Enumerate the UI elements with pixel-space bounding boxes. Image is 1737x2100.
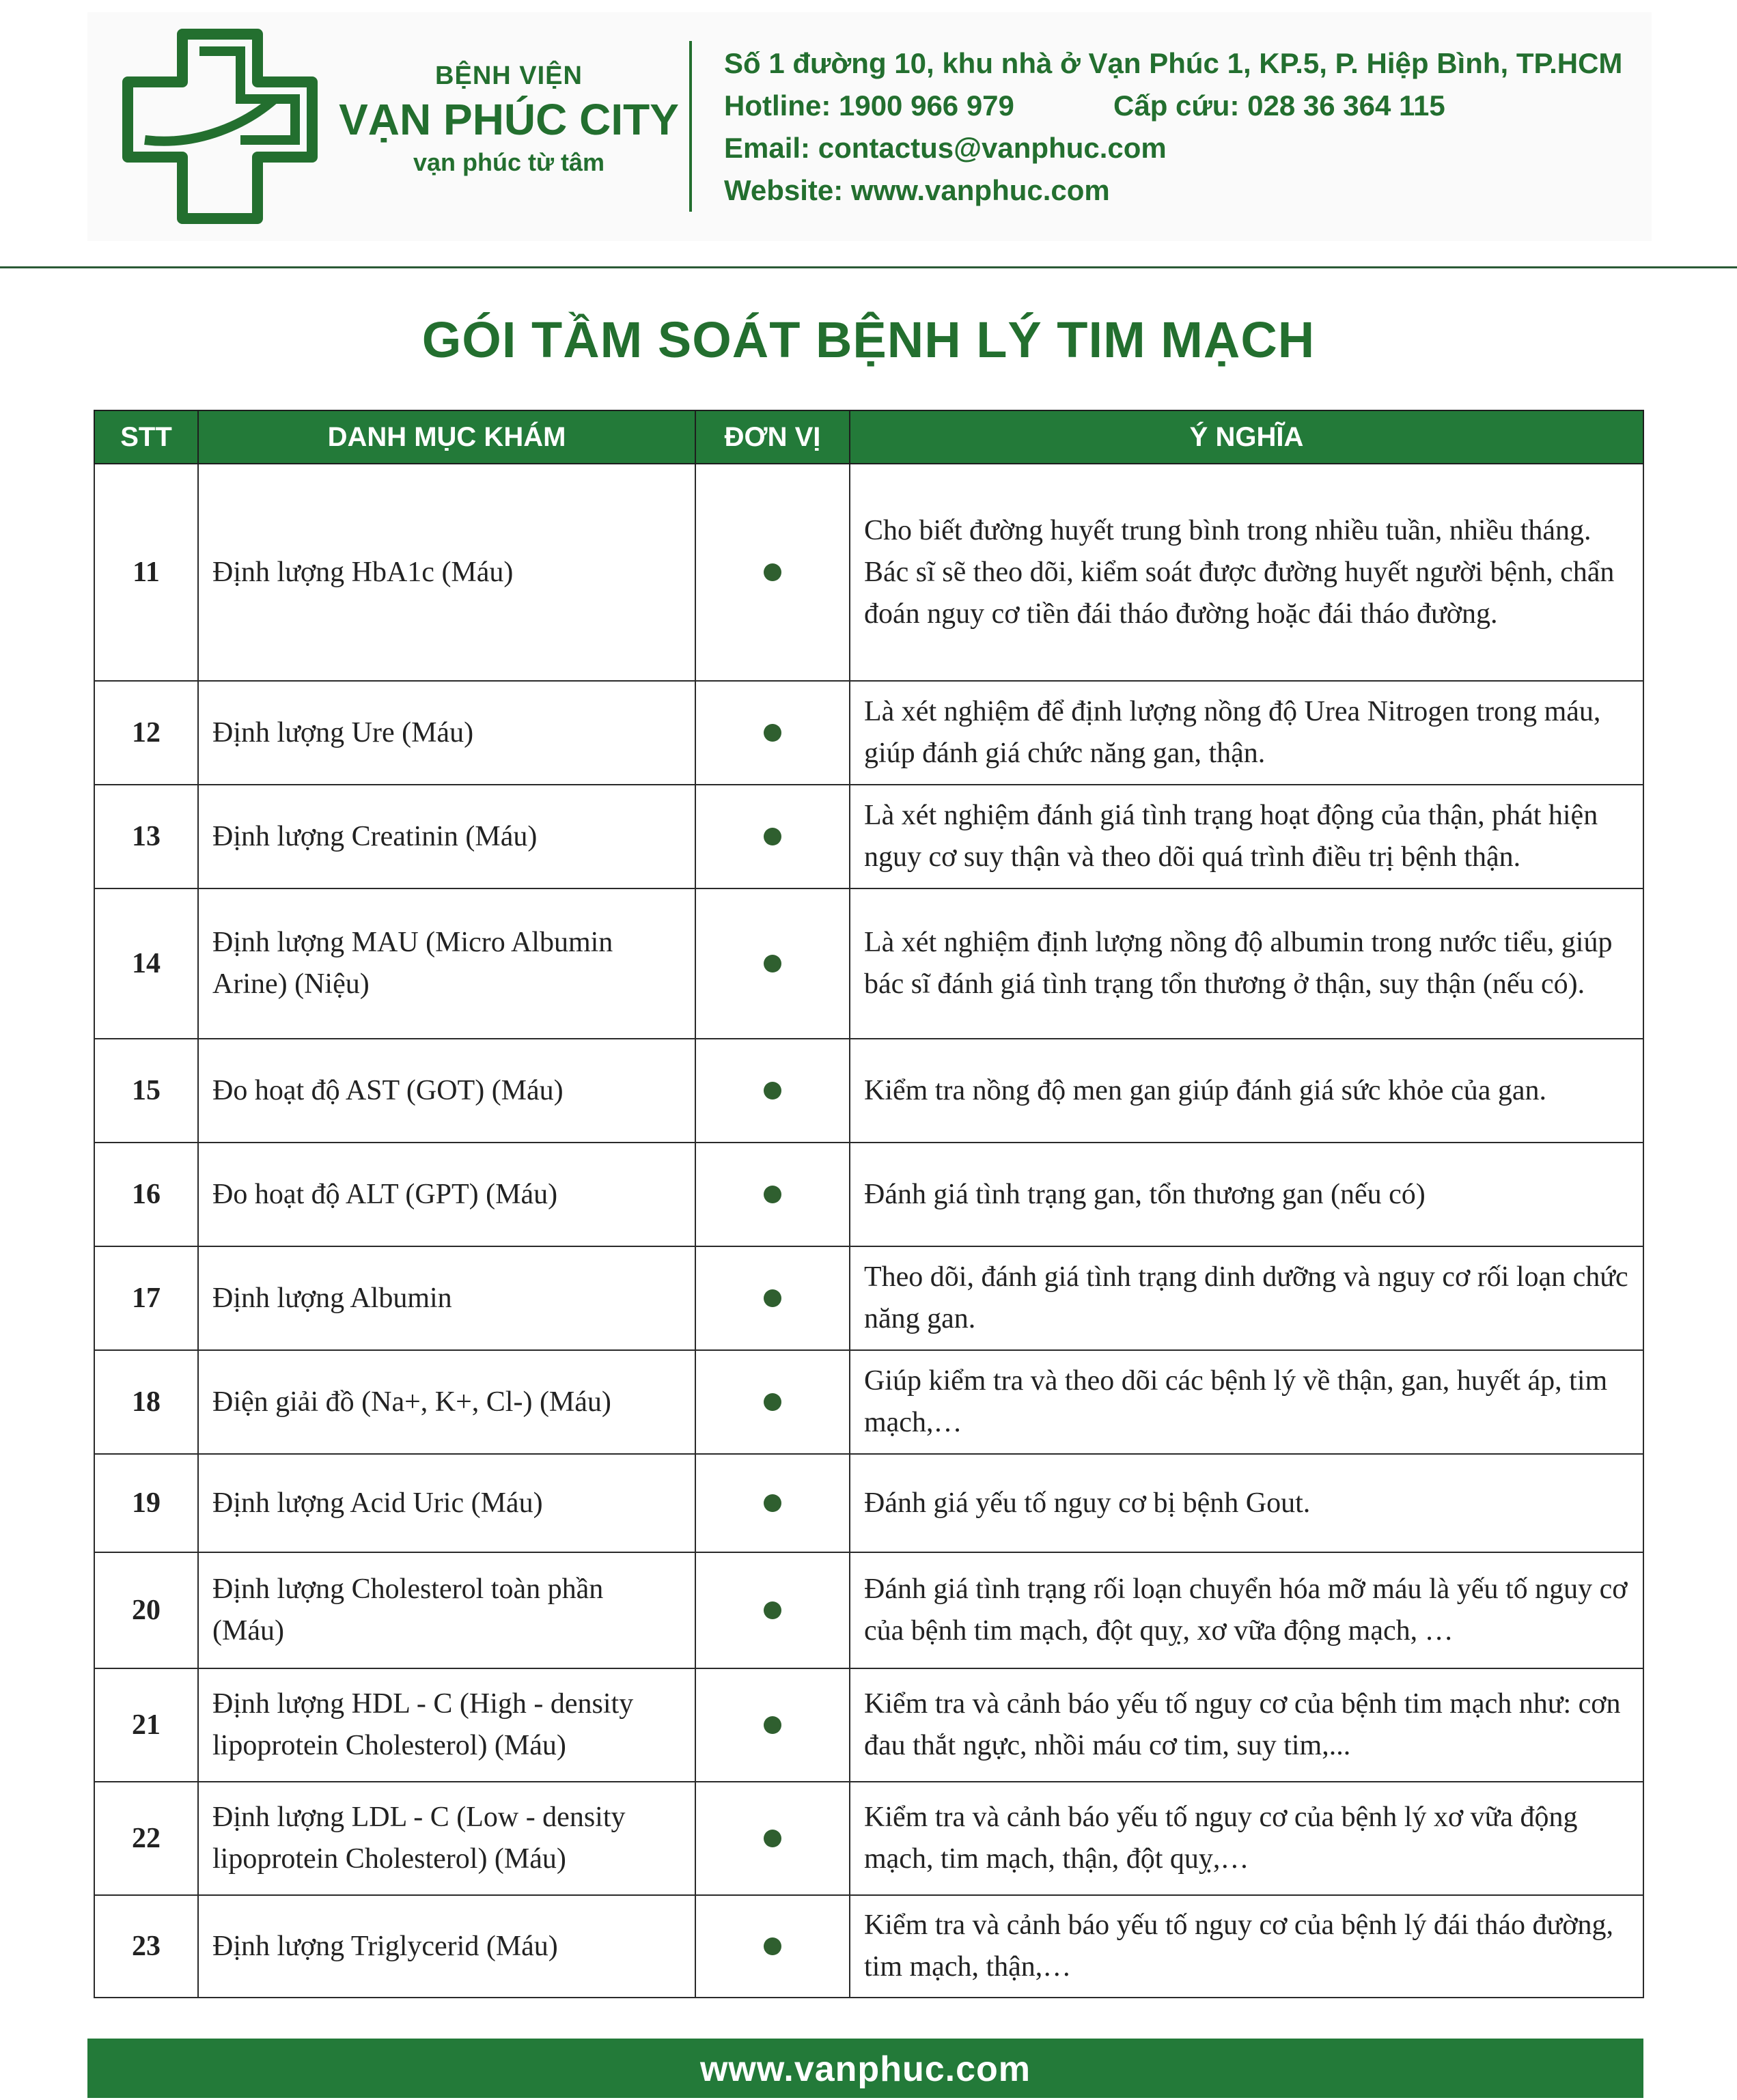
bullet-dot-icon bbox=[764, 1601, 781, 1619]
row-meaning: Đánh giá tình trạng rối loạn chuyển hóa mỡ máu là yếu tố nguy cơ của bệnh tim mạch, đột quỵ, xơ vữa động mạch, … bbox=[850, 1552, 1643, 1668]
row-stt: 17 bbox=[94, 1246, 198, 1350]
page-title: GÓI TẦM SOÁT BỆNH LÝ TIM MẠCH bbox=[421, 311, 1316, 368]
row-unit bbox=[695, 888, 850, 1039]
row-meaning: Theo dõi, đánh giá tình trạng dinh dưỡng và nguy cơ rối loạn chức năng gan. bbox=[850, 1246, 1643, 1350]
row-unit bbox=[695, 1454, 850, 1552]
table-row bbox=[94, 1895, 1643, 1998]
brand-top: BỆNH VIỆN bbox=[435, 61, 583, 90]
row-stt: 14 bbox=[94, 888, 198, 1039]
header-unit: ĐƠN VỊ bbox=[695, 410, 850, 464]
table-row bbox=[94, 1782, 1643, 1895]
row-item: Định lượng LDL - C (Low - density lipoprotein Cholesterol) (Máu) bbox=[198, 1782, 695, 1895]
email: Email: contactus@vanphuc.com bbox=[724, 132, 1167, 164]
table-row bbox=[94, 1039, 1643, 1143]
row-item: Định lượng HDL - C (High - density lipoprotein Cholesterol) (Máu) bbox=[198, 1668, 695, 1782]
table-row bbox=[94, 1552, 1643, 1668]
row-item: Định lượng Creatinin (Máu) bbox=[198, 785, 695, 888]
row-meaning: Đánh giá tình trạng gan, tổn thương gan (nếu có) bbox=[850, 1143, 1643, 1246]
row-item: Đo hoạt độ AST (GOT) (Máu) bbox=[198, 1039, 695, 1143]
bullet-dot-icon bbox=[764, 724, 781, 742]
table-row bbox=[94, 464, 1643, 681]
row-meaning: Đánh giá yếu tố nguy cơ bị bệnh Gout. bbox=[850, 1454, 1643, 1552]
table-row bbox=[94, 1454, 1643, 1552]
table-header-row bbox=[94, 410, 1643, 464]
row-unit bbox=[695, 464, 850, 681]
row-unit bbox=[695, 1895, 850, 1998]
footer-website[interactable]: www.vanphuc.com bbox=[87, 2039, 1643, 2098]
bullet-dot-icon bbox=[764, 828, 781, 845]
row-unit bbox=[695, 1143, 850, 1246]
header-meaning: Ý NGHĨA bbox=[850, 410, 1643, 464]
bullet-dot-icon bbox=[764, 1830, 781, 1847]
row-item: Định lượng Triglycerid (Máu) bbox=[198, 1895, 695, 1998]
row-meaning: Giúp kiểm tra và theo dõi các bệnh lý về thận, gan, huyết áp, tim mạch,… bbox=[850, 1350, 1643, 1454]
bullet-dot-icon bbox=[764, 1186, 781, 1203]
website: Website: www.vanphuc.com bbox=[724, 174, 1110, 206]
exam-table bbox=[94, 410, 1644, 1998]
header-divider bbox=[689, 41, 692, 212]
address: Số 1 đường 10, khu nhà ở Vạn Phúc 1, KP.5, P. Hiệp Bình, TP.HCM bbox=[724, 47, 1623, 79]
row-meaning-line: Cho biết đường huyết trung bình trong nhiều tuần, nhiều tháng. bbox=[864, 514, 1592, 546]
row-meaning: Là xét nghiệm đánh giá tình trạng hoạt động của thận, phát hiện nguy cơ suy thận và theo dõi quá trình điều trị bệnh thận. bbox=[850, 785, 1643, 888]
table-row bbox=[94, 681, 1643, 785]
hospital-brand bbox=[338, 61, 680, 177]
table-row bbox=[94, 1246, 1643, 1350]
row-stt: 12 bbox=[94, 681, 198, 785]
bullet-dot-icon bbox=[764, 1082, 781, 1100]
row-meaning: Là xét nghiệm định lượng nồng độ albumin trong nước tiểu, giúp bác sĩ đánh giá tình trạng tổn thương ở thận, suy thận (nếu có). bbox=[850, 888, 1643, 1039]
row-item: Định lượng Albumin bbox=[198, 1246, 695, 1350]
table-row bbox=[94, 1143, 1643, 1246]
row-stt: 18 bbox=[94, 1350, 198, 1454]
row-meaning: Kiểm tra và cảnh báo yếu tố nguy cơ của bệnh lý đái tháo đường, tim mạch, thận,… bbox=[850, 1895, 1643, 1998]
row-unit bbox=[695, 1350, 850, 1454]
row-stt: 13 bbox=[94, 785, 198, 888]
row-stt: 11 bbox=[94, 464, 198, 681]
brand-slogan: vạn phúc từ tâm bbox=[413, 148, 605, 176]
row-stt: 23 bbox=[94, 1895, 198, 1998]
bullet-dot-icon bbox=[764, 563, 781, 581]
row-item: Điện giải đồ (Na+, K+, Cl-) (Máu) bbox=[198, 1350, 695, 1454]
brand-name: VẠN PHÚC CITY bbox=[339, 95, 679, 144]
table-row bbox=[94, 1350, 1643, 1454]
row-unit bbox=[695, 1668, 850, 1782]
row-meaning: Là xét nghiệm để định lượng nồng độ Urea Nitrogen trong máu, giúp đánh giá chức năng gan, thận. bbox=[850, 681, 1643, 785]
header-item: DANH MỤC KHÁM bbox=[198, 410, 695, 464]
bullet-dot-icon bbox=[764, 1716, 781, 1734]
row-stt: 16 bbox=[94, 1143, 198, 1246]
row-stt: 22 bbox=[94, 1782, 198, 1895]
bullet-dot-icon bbox=[764, 1289, 781, 1307]
row-unit bbox=[695, 681, 850, 785]
row-item: Định lượng Cholesterol toàn phần (Máu) bbox=[198, 1552, 695, 1668]
bullet-dot-icon bbox=[764, 1393, 781, 1411]
row-stt: 15 bbox=[94, 1039, 198, 1143]
row-stt: 21 bbox=[94, 1668, 198, 1782]
emergency-phone: Cấp cứu: 028 36 364 115 bbox=[1113, 89, 1445, 122]
row-stt: 19 bbox=[94, 1454, 198, 1552]
row-item: Định lượng Acid Uric (Máu) bbox=[198, 1454, 695, 1552]
row-meaning-line: Bác sĩ sẽ theo dõi, kiểm soát được đường huyết người bệnh, chẩn đoán nguy cơ tiền đái tháo đường hoặc đái tháo đường. bbox=[864, 556, 1615, 630]
table-row bbox=[94, 888, 1643, 1039]
row-unit bbox=[695, 785, 850, 888]
row-meaning: Kiểm tra và cảnh báo yếu tố nguy cơ của bệnh tim mạch như: cơn đau thắt ngực, nhồi máu cơ tim, suy tim,... bbox=[850, 1668, 1643, 1782]
bullet-dot-icon bbox=[764, 955, 781, 972]
row-item: Định lượng MAU (Micro Albumin Arine) (Niệu) bbox=[198, 888, 695, 1039]
phone-row bbox=[724, 85, 1622, 127]
hotline: Hotline: 1900 966 979 bbox=[724, 89, 1014, 122]
row-meaning: Kiểm tra nồng độ men gan giúp đánh giá sức khỏe của gan. bbox=[850, 1039, 1643, 1143]
row-unit bbox=[695, 1552, 850, 1668]
row-item: Định lượng HbA1c (Máu) bbox=[198, 464, 695, 681]
table-row bbox=[94, 1668, 1643, 1782]
bullet-dot-icon bbox=[764, 1494, 781, 1512]
header-stt: STT bbox=[94, 410, 198, 464]
row-unit bbox=[695, 1782, 850, 1895]
hospital-logo-icon bbox=[117, 27, 322, 225]
row-meaning: Kiểm tra và cảnh báo yếu tố nguy cơ của bệnh lý xơ vữa động mạch, tim mạch, thận, đột quỵ,… bbox=[850, 1782, 1643, 1895]
row-unit bbox=[695, 1039, 850, 1143]
row-item: Định lượng Ure (Máu) bbox=[198, 681, 695, 785]
contact-block bbox=[724, 42, 1622, 212]
bullet-dot-icon bbox=[764, 1937, 781, 1955]
header-rule bbox=[0, 266, 1737, 268]
row-unit bbox=[695, 1246, 850, 1350]
row-meaning bbox=[850, 464, 1643, 681]
row-stt: 20 bbox=[94, 1552, 198, 1668]
row-item: Đo hoạt độ ALT (GPT) (Máu) bbox=[198, 1143, 695, 1246]
table-row bbox=[94, 785, 1643, 888]
